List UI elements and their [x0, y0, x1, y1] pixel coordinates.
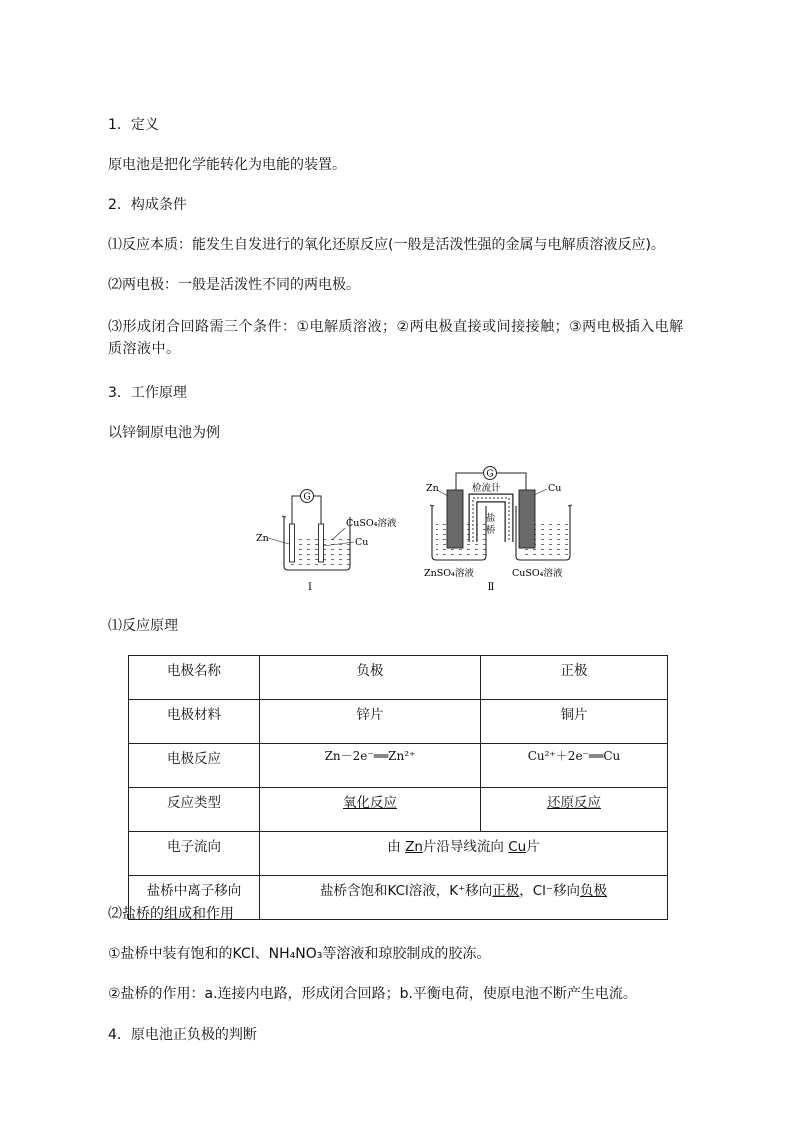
cell-i-cu-label: Cu — [355, 537, 369, 548]
salt-bridge-item-1: ①盐桥中装有饱和的KCl、NH₄NO₃等溶液和琼胶制成的胶冻。 — [108, 946, 491, 962]
positive-cell: 铜片 — [481, 700, 668, 744]
ion-flow-text: ，Cl⁻移向 — [519, 883, 581, 899]
electron-destination: Cu — [508, 839, 527, 855]
cell-ii-zn-label: Zn — [426, 483, 439, 494]
table-row — [129, 744, 668, 788]
cell-ii-bridge-label-2: 桥 — [486, 525, 496, 536]
cell-i-meter-label: G — [303, 492, 311, 503]
ion-flow-cell — [260, 876, 668, 920]
electron-flow-cell — [260, 832, 668, 876]
cell-i-diagram — [256, 490, 397, 594]
reaction-principle-heading: ⑴反应原理 — [108, 618, 178, 634]
negative-cell: 氧化反应 — [260, 788, 481, 832]
example-intro: 以锌铜原电池为例 — [108, 425, 220, 441]
positive-cell: 正极 — [481, 656, 668, 700]
cell-i-solution-label: CuSO₄溶液 — [346, 518, 397, 529]
cell-ii-bridge-label-1: 盐 — [486, 513, 496, 524]
negative-cell: Zn－2e⁻══Zn²⁺ — [260, 744, 481, 788]
row-label: 盐桥中离子移向 — [129, 876, 260, 920]
cell-i-caption: I — [308, 582, 312, 593]
section-2-heading: 2．构成条件 — [108, 197, 187, 213]
condition-item-3: ⑶形成闭合回路需三个条件：①电解质溶液；②两电极直接或间接接触；③两电极插入电解质溶液中。 — [108, 319, 684, 357]
condition-item-2: ⑵两电极：一般是活泼性不同的两电极。 — [108, 277, 360, 293]
salt-bridge-heading: ⑵盐桥的组成和作用 — [108, 906, 234, 922]
ion-flow-text: 盐桥含饱和KCl溶液，K⁺移向 — [319, 883, 493, 899]
table-row — [129, 656, 668, 700]
salt-bridge-item-2: ②盐桥的作用：a.连接内电路，形成闭合回路；b.平衡电荷，使原电池不断产生电流。 — [108, 986, 637, 1002]
electron-flow-text: 由 — [387, 839, 406, 855]
cell-ii-caption: Ⅱ — [487, 582, 495, 593]
row-label: 反应类型 — [129, 788, 260, 832]
reaction-principle-table — [128, 655, 668, 920]
cell-ii-galvanometer-label: 检流计 — [472, 483, 501, 494]
section-1-heading: 1．定义 — [108, 117, 159, 133]
galvanic-cell-figure — [250, 462, 580, 601]
positive-cell: 还原反应 — [481, 788, 668, 832]
electron-flow-text: 片沿导线流向 — [422, 839, 509, 855]
table-row — [129, 832, 668, 876]
row-label: 电极名称 — [129, 656, 260, 700]
section-3-heading: 3．工作原理 — [108, 385, 187, 401]
table-row — [129, 700, 668, 744]
section-4-heading: 4．原电池正负极的判断 — [108, 1027, 257, 1043]
positive-cell: Cu²⁺＋2e⁻══Cu — [481, 744, 668, 788]
electron-flow-text: 片 — [526, 839, 540, 855]
condition-item-1: ⑴反应本质：能发生自发进行的氧化还原反应(一般是活泼性强的金属与电解质溶液反应)。 — [108, 237, 665, 253]
row-label: 电极反应 — [129, 744, 260, 788]
cell-ii-meter-label: G — [486, 469, 494, 480]
electron-source: Zn — [405, 839, 423, 855]
definition-text: 原电池是把化学能转化为电能的装置。 — [108, 157, 346, 173]
row-label: 电极材料 — [129, 700, 260, 744]
table-row — [129, 788, 668, 832]
anion-destination: 负极 — [580, 883, 608, 899]
row-label: 电子流向 — [129, 832, 260, 876]
cell-ii-right-solution-label: CuSO₄溶液 — [512, 568, 563, 579]
cell-ii-diagram — [424, 467, 572, 594]
negative-cell: 锌片 — [260, 700, 481, 744]
negative-cell: 负极 — [260, 656, 481, 700]
cation-destination: 正极 — [492, 883, 520, 899]
cell-i-zn-label: Zn — [256, 533, 269, 544]
cell-ii-left-solution-label: ZnSO₄溶液 — [424, 568, 474, 579]
cell-ii-cu-label: Cu — [548, 483, 562, 494]
